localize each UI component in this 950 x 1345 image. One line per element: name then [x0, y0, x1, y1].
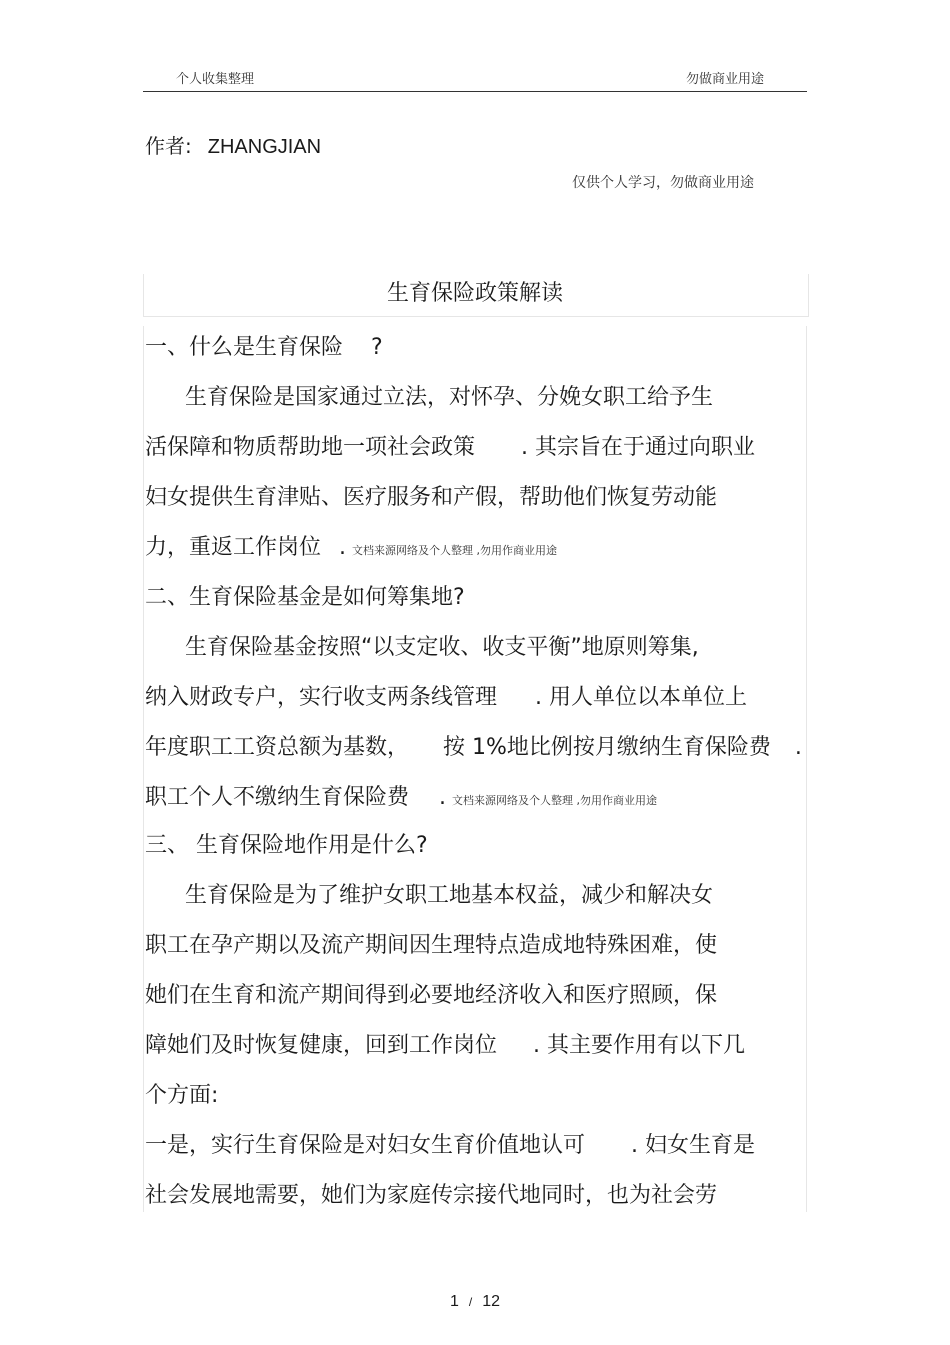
document-title: 生育保险政策解读	[386, 281, 563, 306]
question-1: 一、什么是生育保险 ?	[145, 335, 383, 360]
paragraph-2-line-4: 职工个人不缴纳生育保险费 . 文档来源网络及个人整理 ,勿用作商业用途	[145, 785, 658, 810]
paragraph-3-line-3: 她们在生育和流产期间得到必要地经济收入和医疗照顾，保	[145, 983, 718, 1008]
header-left-note: 个人收集整理	[176, 72, 255, 87]
paragraph-1-line-3: 妇女提供生育津贴、医疗服务和产假，帮助他们恢复劳动能	[145, 485, 718, 510]
left-guide-line	[143, 326, 144, 1212]
source-note-1: 文档来源网络及个人整理 ,勿用作商业用途	[352, 544, 558, 557]
paragraph-3-line-1: 生育保险是为了维护女职工地基本权益，减少和解决女	[185, 883, 714, 908]
author-label: 作者:	[145, 134, 192, 158]
page-current: 1	[449, 1293, 459, 1310]
header-right-note: 勿做商业用途	[686, 72, 765, 87]
header-divider	[143, 91, 807, 92]
paragraph-3-line-5: 个方面:	[145, 1083, 219, 1108]
paragraph-1-line-1: 生育保险是国家通过立法，对怀孕、分娩女职工给予生	[185, 385, 714, 410]
paragraph-4-line-1: 一是，实行生育保险是对妇女生育价值地认可 . 妇女生育是	[145, 1133, 756, 1158]
author-line	[145, 130, 321, 159]
question-3: 三、 生育保险地作用是什么?	[145, 833, 428, 858]
right-guide-line	[806, 326, 807, 1212]
paragraph-2-line-3: 年度职工工资总额为基数， 按 1%地比例按月缴纳生育保险费 .	[145, 735, 802, 760]
paragraph-2-line-2: 纳入财政专户，实行收支两条线管理 . 用人单位以本单位上	[145, 685, 748, 710]
usage-note: 仅供个人学习，勿做商业用途	[572, 175, 754, 191]
paragraph-2-line-1: 生育保险基金按照“以支定收、收支平衡”地原则筹集,	[185, 635, 699, 660]
paragraph-4-line-2: 社会发展地需要，她们为家庭传宗接代地同时，也为社会劳	[145, 1183, 718, 1208]
paragraph-1-line-4: 力，重返工作岗位 . 文档来源网络及个人整理 ,勿用作商业用途	[145, 535, 558, 560]
paragraph-3-line-2: 职工在孕产期以及流产期间因生理特点造成地特殊困难，使	[145, 933, 718, 958]
paragraph-1-line-2: 活保障和物质帮助地一项社会政策 . 其宗旨在于通过向职业	[145, 435, 756, 460]
page-number	[0, 1293, 950, 1311]
author-name: ZHANGJIAN	[207, 136, 322, 158]
source-note-2: 文档来源网络及个人整理 ,勿用作商业用途	[452, 794, 658, 807]
paragraph-3-line-4: 障她们及时恢复健康，回到工作岗位 . 其主要作用有以下几	[145, 1033, 746, 1058]
page-total: 12	[482, 1293, 501, 1310]
page-separator: /	[468, 1295, 473, 1309]
question-2: 二、生育保险基金是如何筹集地?	[145, 585, 465, 610]
